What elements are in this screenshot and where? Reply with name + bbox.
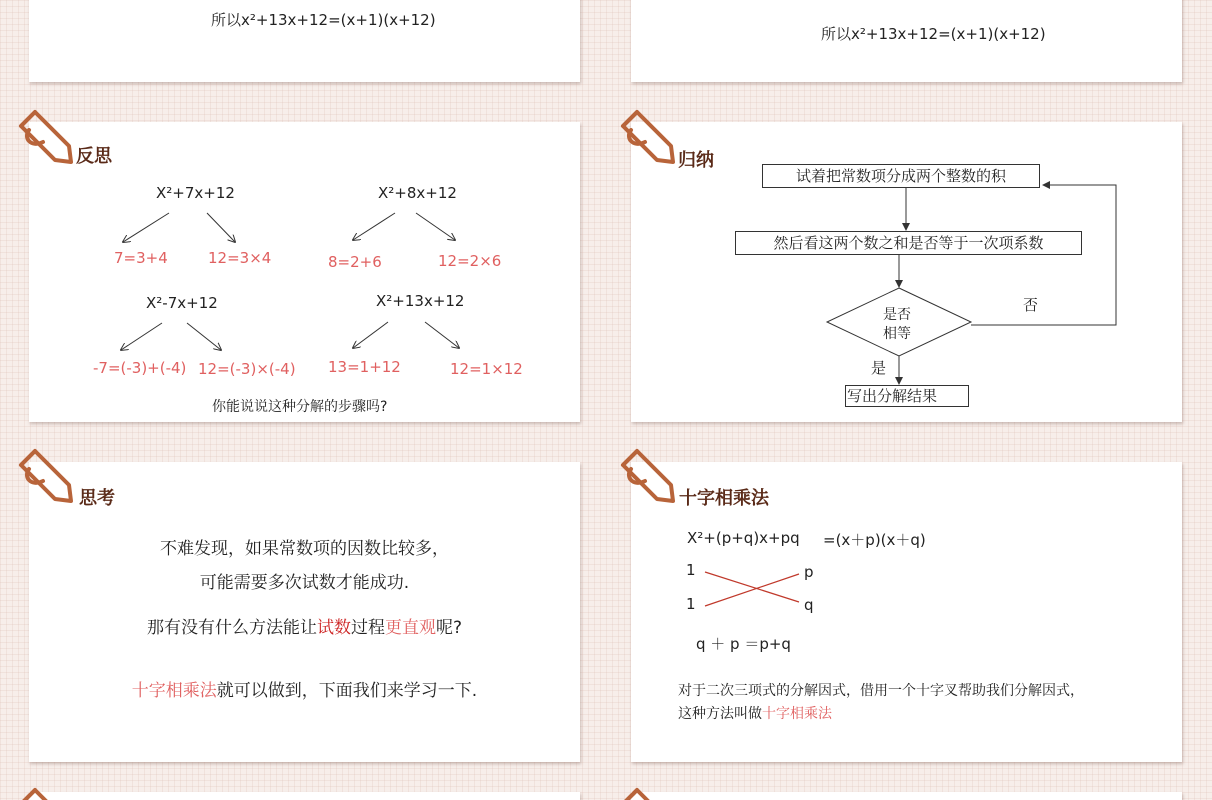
formula-right: =(x＋p)(x＋q) bbox=[823, 531, 926, 549]
slide-title: 归纳 bbox=[678, 150, 714, 171]
tree-expr: X²+8x+12 bbox=[378, 184, 457, 202]
cross-sum: q ＋ p ＝p+q bbox=[696, 635, 791, 653]
tree-right: 12=3×4 bbox=[208, 249, 272, 267]
flow-step-2: 然后看这两个数之和是否等于一次项系数 bbox=[735, 231, 1082, 255]
pencil-icon bbox=[13, 108, 75, 166]
result-text: 所以x²+13x+12=(x+1)(x+12) bbox=[821, 25, 1046, 43]
pencil-icon bbox=[615, 786, 677, 800]
tree-right: 12=2×6 bbox=[438, 252, 502, 270]
tree-left: 8=2+6 bbox=[328, 253, 382, 271]
tree-right: 12=1×12 bbox=[450, 360, 523, 378]
flow-step-3: 写出分解结果 bbox=[845, 385, 969, 407]
question-text: 你能说说这种分解的步骤吗? bbox=[212, 399, 388, 415]
cross-desc-1: 对于二次三项式的分解因式，借用一个十字叉帮助我们分解因式， bbox=[678, 683, 1084, 699]
think-line-3: 那有没有什么方法能让试数过程更直观呢? bbox=[146, 618, 463, 638]
result-text: 所以x²+13x+12=(x+1)(x+12) bbox=[211, 11, 436, 29]
think-line-2: 可能需要多次试数才能成功. bbox=[199, 573, 410, 593]
cross-desc-2: 这种方法叫做十字相乘法 bbox=[678, 706, 832, 722]
cross-top-left: 1 bbox=[686, 561, 696, 579]
slide-bottom-left bbox=[29, 792, 580, 800]
cross-bottom-left: 1 bbox=[686, 595, 696, 613]
slide-title: 反思 bbox=[76, 146, 112, 167]
decision-line-1: 是否 bbox=[883, 307, 911, 323]
pencil-icon bbox=[13, 786, 75, 800]
pencil-icon bbox=[615, 447, 677, 505]
think-line-4: 十字相乘法就可以做到，下面我们来学习一下. bbox=[131, 681, 478, 701]
tree-expr: X²-7x+12 bbox=[146, 294, 218, 312]
flow-step-1: 试着把常数项分成两个整数的积 bbox=[762, 164, 1040, 188]
slide-summary bbox=[631, 122, 1182, 422]
slide-think bbox=[29, 462, 580, 762]
no-label: 否 bbox=[1023, 296, 1039, 314]
slide-top-right bbox=[631, 0, 1182, 82]
pencil-icon bbox=[13, 447, 75, 505]
slide-reflect bbox=[29, 122, 580, 422]
tree-right: 12=(-3)×(-4) bbox=[198, 360, 296, 378]
tree-arrows bbox=[29, 122, 580, 422]
slide-bottom-right bbox=[631, 792, 1182, 800]
cross-bottom-right: q bbox=[804, 596, 814, 614]
formula-left: X²+(p+q)x+pq bbox=[687, 529, 800, 547]
tree-left: 7=3+4 bbox=[114, 249, 168, 267]
cross-top-right: p bbox=[804, 563, 814, 581]
think-line-1: 不难发现，如果常数项的因数比较多， bbox=[160, 539, 449, 559]
tree-expr: X²+13x+12 bbox=[376, 292, 465, 310]
slide-title: 思考 bbox=[79, 488, 115, 509]
tree-left: 13=1+12 bbox=[328, 358, 401, 376]
slide-top-left bbox=[29, 0, 580, 82]
yes-label: 是 bbox=[871, 359, 887, 377]
tree-expr: X²+7x+12 bbox=[156, 184, 235, 202]
decision-line-2: 相等 bbox=[883, 326, 911, 342]
slide-cross-method bbox=[631, 462, 1182, 762]
tree-left: -7=(-3)+(-4) bbox=[93, 359, 187, 377]
slide-title: 十字相乘法 bbox=[679, 488, 769, 509]
pencil-icon bbox=[615, 108, 677, 166]
